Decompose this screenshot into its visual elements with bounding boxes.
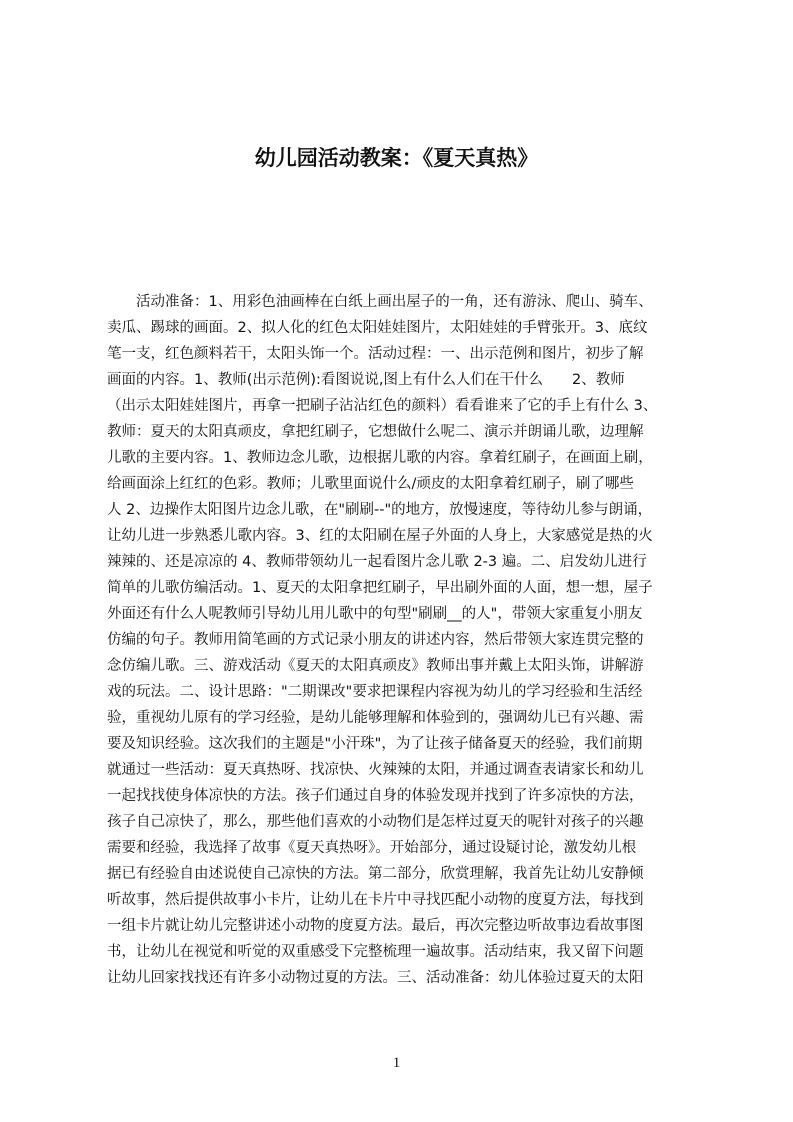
document-title: 幼儿园活动教案：《夏天真热》 <box>254 146 539 170</box>
page-number: 1 <box>392 1055 401 1071</box>
body-line: 听故事，然后提供故事小卡片，让幼儿在卡片中寻找匹配小动物的度夏方法，每找到 <box>107 892 644 908</box>
document-body <box>107 289 697 991</box>
body-line: 笔一支，红色颜料若干，太阳头饰一个。活动过程：一、出示范例和图片，初步了解 <box>107 346 644 362</box>
body-line: 要及知识经验。这次我们的主题是"小汗珠"，为了让孩子储备夏天的经验，我们前期 <box>107 736 643 752</box>
body-line: 外面还有什么人呢教师引导幼儿用儿歌中的句型"刷刷__的人"，带领大家重复小朋友 <box>107 606 643 622</box>
body-line: 让幼儿进一步熟悉儿歌内容。3、红的太阳刷在屋子外面的人身上，大家感觉是热的火 <box>107 528 653 544</box>
body-line: 活动准备：1、用彩色油画棒在白纸上画出屋子的一角，还有游泳、爬山、骑车、 <box>107 294 653 310</box>
body-line: 卖瓜、踢球的画面。2、拟人化的红色太阳娃娃图片，太阳娃娃的手臂张开。3、底纹 <box>107 320 648 336</box>
body-line: 需要和经验，我选择了故事《夏天真热呀》。开始部分，通过设疑讨论，激发幼儿根 <box>107 840 637 856</box>
body-line: 人 2、边操作太阳图片边念儿歌，在"刷刷--"的地方，放慢速度，等待幼儿参与朗诵， <box>107 502 653 518</box>
body-line: 画面的内容。1、教师(出示范例):看图说说,图上有什么人们在干什么 2、教师 <box>107 372 625 388</box>
body-line: 书，让幼儿在视觉和听觉的双重感受下完整梳理一遍故事。活动结束，我又留下问题 <box>107 944 644 960</box>
body-line: 让幼儿回家找找还有许多小动物过夏的方法。三、活动准备：幼儿体验过夏天的太阳 <box>107 970 644 986</box>
body-line: 戏的玩法。二、设计思路："二期课改"要求把课程内容视为幼儿的学习经验和生活经 <box>107 684 643 700</box>
body-line: 一起找找使身体凉快的方法。孩子们通过自身的体验发现并找到了许多凉快的方法， <box>107 788 644 804</box>
body-line: 孩子自己凉快了，那么，那些他们喜欢的小动物们是怎样过夏天的呢针对孩子的兴趣 <box>107 814 644 830</box>
body-line: 简单的儿歌仿编活动。1、夏天的太阳拿把红刷子，早出刷外面的人面，想一想，屋子 <box>107 580 653 596</box>
body-line: 验，重视幼儿原有的学习经验，是幼儿能够理解和体验到的，强调幼儿已有兴趣、需 <box>107 710 644 726</box>
body-line: 仿编的句子。教师用简笔画的方式记录小朋友的讲述内容，然后带领大家连贯完整的 <box>107 632 644 648</box>
body-line: 给画面涂上红红的色彩。教师；儿歌里面说什么/顽皮的太阳拿着红刷子，刷了哪些 <box>107 476 634 492</box>
body-line: 一组卡片就让幼儿完整讲述小动物的度夏方法。最后，再次完整边听故事边看故事图 <box>107 918 644 934</box>
body-line: 辣辣的、还是凉凉的 4、教师带领幼儿一起看图片念儿歌 2-3 遍。二、启发幼儿进行 <box>107 554 647 570</box>
body-line: 念仿编儿歌。三、游戏活动《夏天的太阳真顽皮》教师出事并戴上太阳头饰，讲解游 <box>107 658 644 674</box>
body-line: 儿歌的主要内容。1、教师边念儿歌，边根据儿歌的内容。拿着红刷子，在画面上刷， <box>107 450 653 466</box>
body-line: 据已有经验自由述说使自己凉快的方法。第二部分，欣赏理解，我首先让幼儿安静倾 <box>107 866 644 882</box>
body-line: 教师：夏天的太阳真顽皮，拿把红刷子，它想做什么呢二、演示并朗诵儿歌，边理解 <box>107 424 644 440</box>
body-line: （出示太阳娃娃图片，再拿一把刷子沾沾红色的颜料）看看谁来了它的手上有什么 3、 <box>107 398 658 414</box>
body-line: 就通过一些活动：夏天真热呀、找凉快、火辣辣的太阳，并通过调查表请家长和幼儿 <box>107 762 644 778</box>
